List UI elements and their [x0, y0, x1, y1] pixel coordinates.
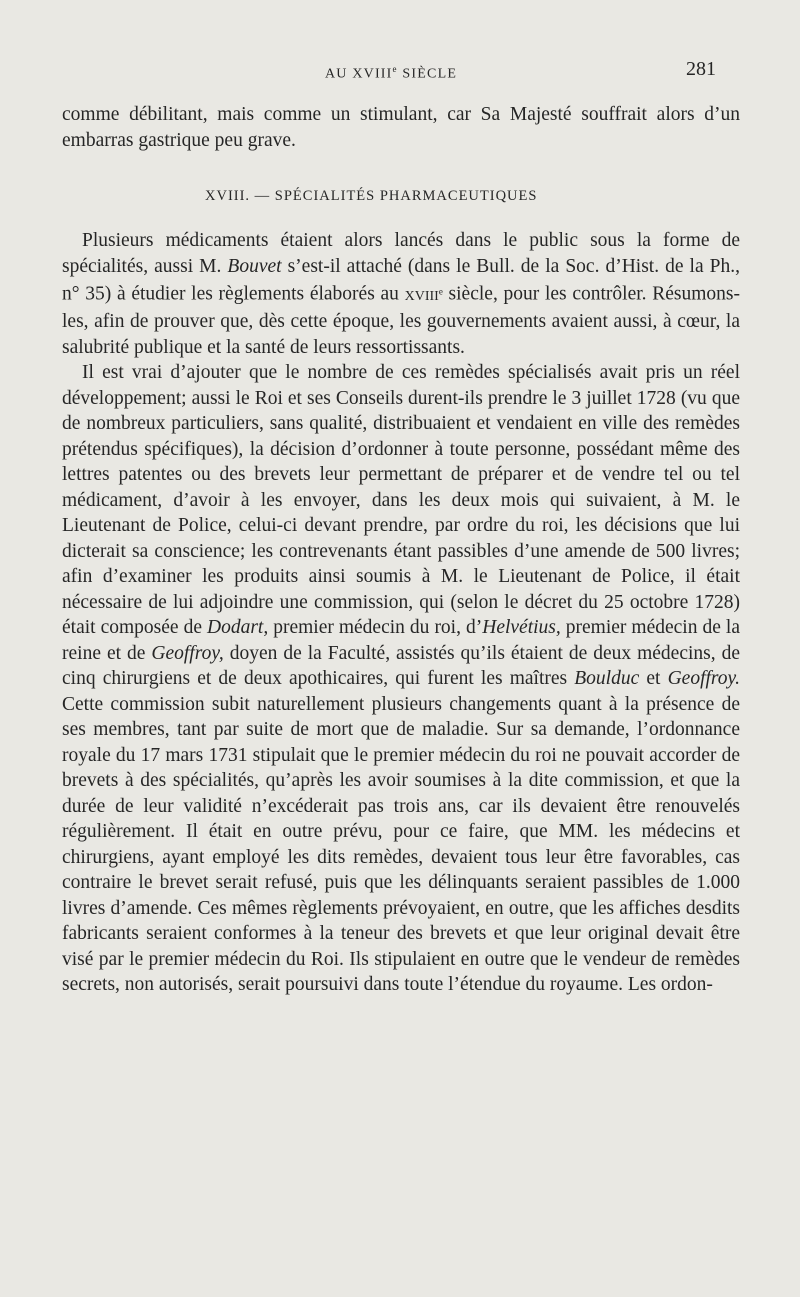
running-head-superscript: e: [392, 64, 398, 74]
paragraph-2-text-c: premier médecin de la reine et de: [62, 617, 740, 664]
paragraph-2-text-a: Il est vrai d’ajouter que le nombre de ces remèdes spécialisés avait pris un réel développement; aussi le Roi et ses Conseils durent-ils prendre le 3 juillet 1728 (vu que de nombreux particuliers, sans qualité, distribuaient et vendaient en ville des remèdes prétendus spécifiques), la décision d’ordonner à toute personne, possédant même des lettres patentes ou des brevets leur permettant de préparer et de vendre tel ou tel médicament, d’avoir à les envoyer, dans les deux mois qui suivaient, à M. le Lieutenant de Police, celui-ci devant prendre, par ordre du roi, les décisions que lui dicterait sa conscience; les contrevenants étant passibles d’une amende de 500 livres; afin d’examiner les produits ainsi soumis à M. le Lieutenant de Police, il était nécessaire de lui adjoindre une commission, qui (selon le décret du 25 octobre 1728) était composée de: [62, 362, 740, 639]
paragraph-2-text-d: doyen de la Faculté, assistés qu’ils étaient de deux médecins, de cinq chirurgiens et de deux apothicaires, qui furent les maîtres: [62, 642, 740, 690]
name-dodart: Dodart,: [206, 617, 269, 639]
section-heading: XVIII. — SPÉCIALITÉS PHARMACEUTIQUES: [205, 188, 538, 204]
name-geoffroy: Geoffroy,: [151, 642, 224, 664]
section-body: [62, 228, 740, 998]
running-head-title: AU XVIII: [325, 66, 393, 82]
intro-paragraph: comme débilitant, mais comme un stimulant, car Sa Majesté souffrait alors d’un embarras gastrique peu grave.: [62, 104, 740, 151]
paragraph-2-text-b: premier médecin du roi, d’: [268, 617, 483, 639]
century-numeral: [404, 286, 443, 304]
name-helvetius: Helvétius,: [482, 617, 561, 639]
paragraph-2: [62, 360, 740, 998]
running-head-title-end: SIÈCLE: [397, 66, 458, 82]
running-head: [325, 64, 457, 83]
paragraph-1-text-b: s’est-il attaché (dans le Bull. de la Soc. d’Hist. de la Ph., n° 35) à étudier les règlements élaborés au: [62, 255, 741, 305]
paragraph-1: [62, 228, 740, 360]
paragraph-2-text-f: Cette commission subit naturellement plusieurs changements quant à la présence de ses membres, tant par suite de mort que de maladie. Sur sa demande, l’ordonnance royale du 17 mars 1731 stipulait que le premier médecin du roi ne pouvait accorder de brevets à des spécialités, qu’après les avoir soumises à la dite commission, et que la durée de leur validité n’excéderait pas trois ans, car ils devaient être renouvelés régulièrement. Il était en outre prévu, pour ce faire, que MM. les médecins et chirurgiens, ayant employé les dits remèdes, devaient tous leur être favorables, cas contraire le brevet serait refusé, puis que les délinquants seraient passibles de 1.000 livres d’amende. Ces mêmes règlements prévoyaient, en outre, que les affiches desdits fabricants seraient conformes à la teneur des brevets et que leur original devait être visé par le premier médecin du Roi. Ils stipulaient en outre que le vendeur de remèdes secrets, non autorisés, serait poursuivi dans toute l’étendue du royaume. Les ordon-: [62, 693, 740, 996]
name-boulduc: Boulduc: [574, 668, 640, 690]
paragraph-1-text-c: siècle, pour les contrôler. Résumons-les, afin de prouver que, dès cette époque, les gouvernements avaient aussi, à cœur, la salubrité publique et la santé de leurs ressortissants.: [62, 283, 741, 358]
name-geoffroy-2: Geoffroy.: [667, 668, 740, 690]
paragraph-1-text-a: Plusieurs médicaments étaient alors lancés dans le public sous la forme de spécialités, aussi M.: [62, 230, 740, 277]
century-superscript: e: [438, 286, 443, 296]
page-number: 281: [686, 58, 716, 80]
author-bouvet: Bouvet: [227, 255, 282, 277]
paragraph-2-text-e: et: [639, 668, 668, 690]
century-numeral-text: XVIII: [404, 288, 439, 304]
